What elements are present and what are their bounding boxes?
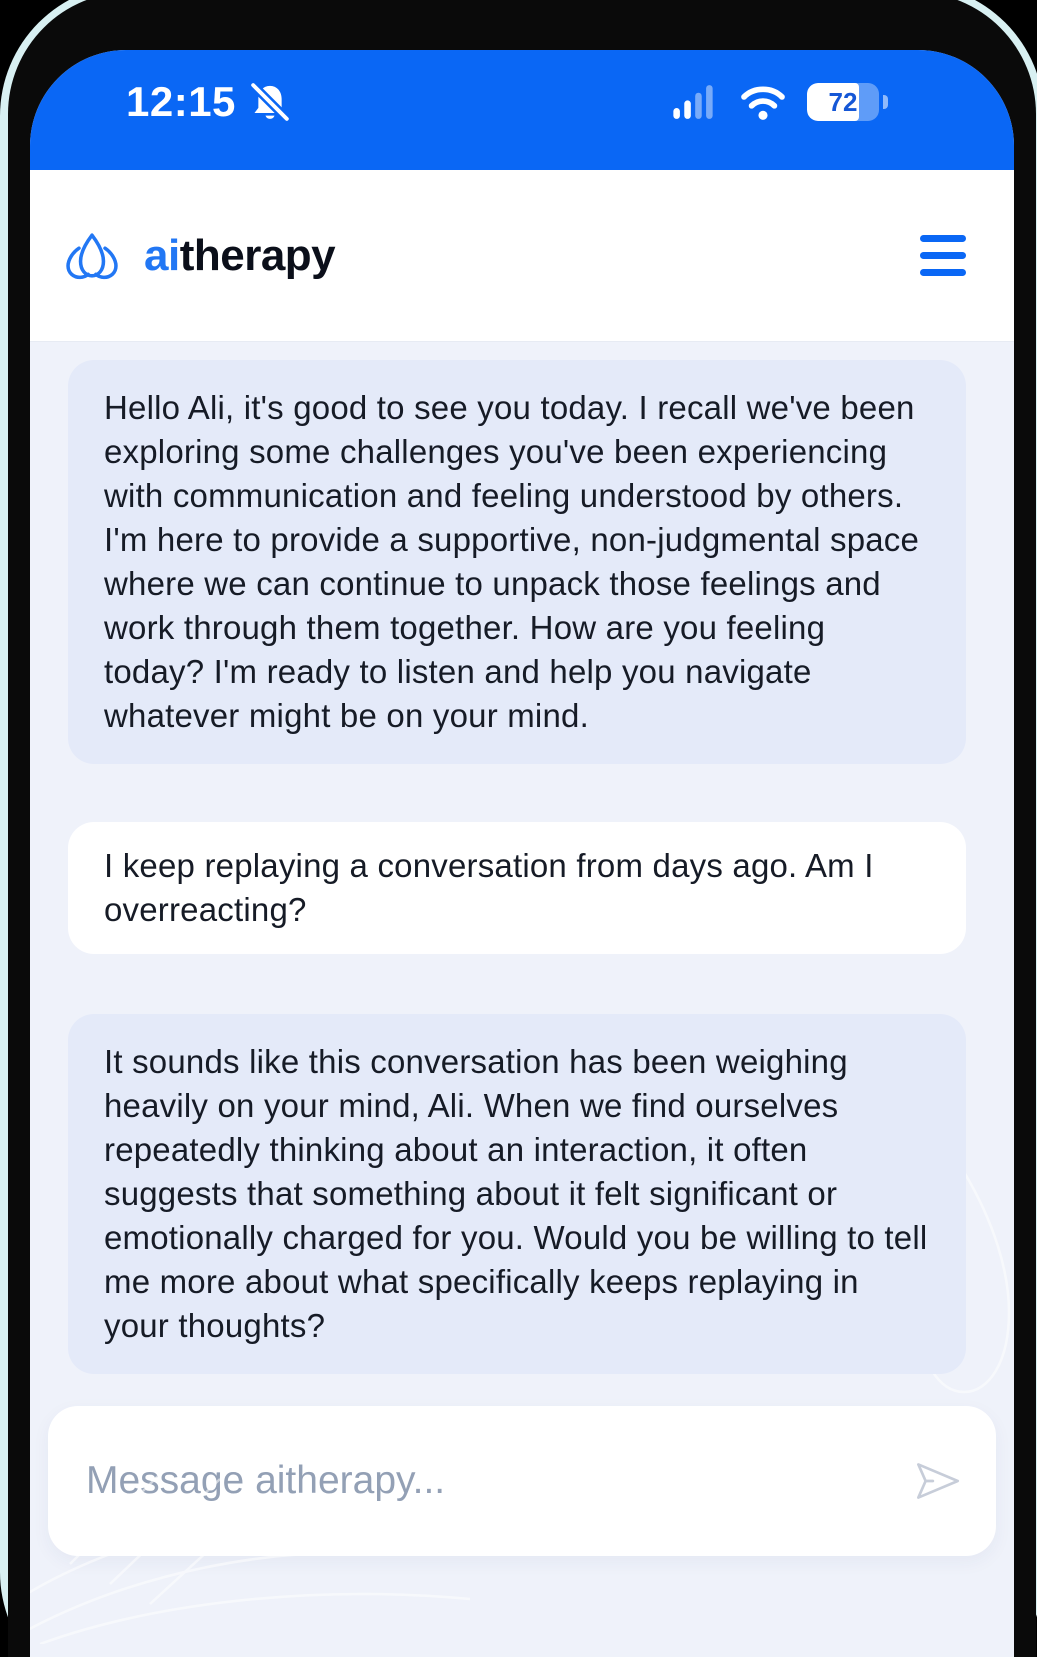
battery-icon: [807, 83, 879, 121]
phone-bezel: [8, 0, 1036, 1657]
brand-logo: [64, 231, 335, 281]
status-bar: [30, 50, 1014, 170]
hamburger-menu-icon: [920, 235, 966, 242]
chat-area: [30, 342, 1014, 1657]
hamburger-menu-button[interactable]: [914, 229, 972, 282]
assistant-message-bubble: It sounds like this conversation has been weighing heavily on your mind, Ali. When we find ourselves repeatedly thinking about an interaction, it often suggests that something about it felt significant or emotionally charged for you. Would you be willing to tell me more about what specifically keeps replaying in your thoughts?: [68, 1014, 966, 1374]
send-icon: [908, 1452, 966, 1510]
phone-screen: [30, 50, 1014, 1657]
message-composer: [48, 1406, 996, 1556]
user-message-bubble: I keep replaying a conversation from days ago. Am I overreacting?: [68, 822, 966, 954]
wifi-icon: [739, 83, 787, 121]
muted-bell-icon: [248, 80, 292, 124]
battery-cap: [883, 95, 888, 109]
send-button[interactable]: [904, 1448, 970, 1514]
lotus-icon: [64, 231, 120, 281]
battery-level-label: 72: [828, 86, 858, 117]
brand-name: [144, 231, 335, 281]
message-input[interactable]: [86, 1459, 888, 1503]
assistant-message-bubble: Hello Ali, it's good to see you today. I recall we've been exploring some challenges you've been experiencing with communication and feeling understood by others. I'm here to provide a supportive, non-judgmental space where we can continue to unpack those feelings and work through them together. How are you feeling today? I'm ready to listen and help you navigate whatever might be on your mind.: [68, 360, 966, 764]
brand-name-ai: ai: [144, 230, 180, 280]
brand-name-therapy: therapy: [179, 230, 336, 280]
clock-label: 12:15: [126, 78, 236, 125]
message-list: [68, 360, 966, 1432]
app-header: [30, 170, 1014, 342]
signal-strength-icon: [667, 84, 719, 120]
